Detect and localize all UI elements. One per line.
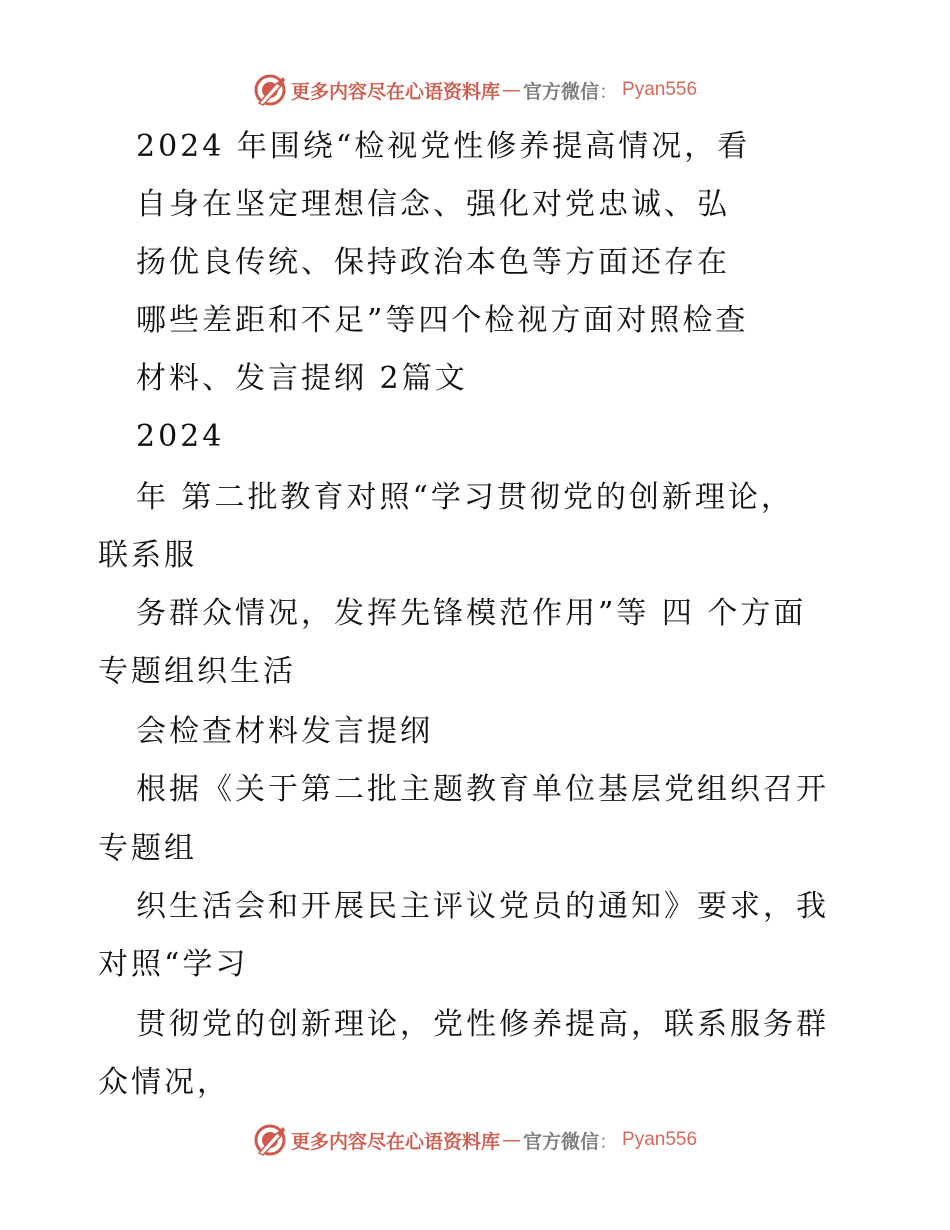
footer-banner: [0, 1120, 950, 1160]
text-line: 务群众情况，发挥先锋模范作用”等 四 个方面: [136, 596, 807, 631]
text-line: 年 第二批教育对照“学习贯彻党的创新理论，: [136, 480, 794, 515]
text-line: 2024: [136, 419, 225, 454]
text-line: 哪些差距和不足”等四个检视方面对照检查: [136, 303, 749, 338]
text-line: 贯彻党的创新理论，党性修养提高，联系服务群: [136, 1007, 829, 1042]
text-line: 2024 年围绕“检视党性修养提高情况，看: [136, 129, 751, 164]
banner-wechat-id: Pyan556: [622, 1129, 698, 1150]
banner-wechat-label: 官方微信: [522, 1130, 599, 1153]
pen-logo-icon: [253, 73, 287, 107]
text-line: 根据《关于第二批主题教育单位基层党组织召开: [136, 772, 829, 807]
text-line: 专题组织生活: [98, 654, 296, 689]
text-line: 专题组: [98, 831, 197, 866]
pen-logo-icon: [253, 1123, 287, 1157]
banner-wechat-id: Pyan556: [622, 79, 698, 100]
banner-dash: —: [501, 79, 521, 101]
banner-colon: ：: [599, 1130, 619, 1153]
text-line: 织生活会和开展民主评议党员的通知》要求，我: [136, 889, 829, 924]
banner-site-name: 更多内容尽在心语资料库: [290, 80, 500, 103]
text-line: 自身在坚定理想信念、强化对党忠诚、弘: [136, 187, 730, 222]
text-line: 对照“学习: [98, 947, 249, 982]
text-line: 众情况，: [98, 1065, 230, 1100]
banner-wechat-label: 官方微信: [522, 80, 599, 103]
banner-site-name: 更多内容尽在心语资料库: [290, 1130, 500, 1153]
header-banner: [0, 70, 950, 110]
text-line: 会检查材料发言提纲: [136, 714, 433, 749]
text-line: 材料、发言提纲 2篇文: [136, 361, 468, 396]
banner-colon: ：: [599, 80, 619, 103]
text-line: 扬优良传统、保持政治本色等方面还存在: [136, 245, 730, 280]
banner-dash: —: [501, 1129, 521, 1151]
text-line: 联系服: [98, 538, 197, 573]
